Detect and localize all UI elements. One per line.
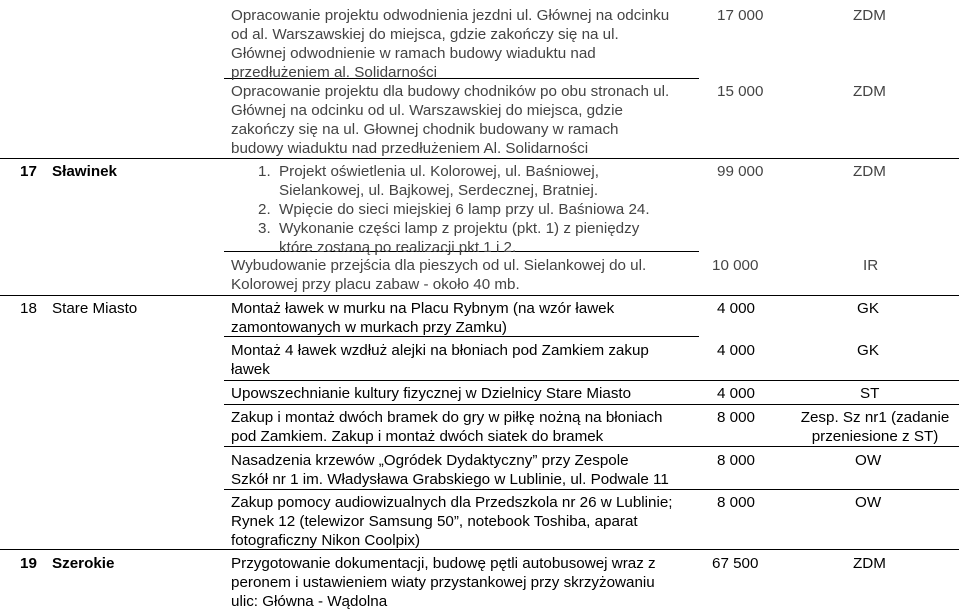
amount-value: 8 000 xyxy=(717,494,756,511)
district-number: 18 xyxy=(20,300,37,317)
task-description: Zakup pomocy audiowizualnych dla Przedszkola nr 26 w Lublinie; Rynek 12 (telewizor Samsung 50”, notebook Toshiba, aparat fotograficzny Nikon Coolpix) xyxy=(231,494,673,549)
unit-label: ZDM xyxy=(853,83,886,100)
unit-label: ZDM xyxy=(853,7,886,24)
amount-value: 17 000 xyxy=(717,7,764,24)
unit-label: Zesp. Sz nr1 (zadanie przeniesione z ST) xyxy=(800,409,950,445)
task-description: Przygotowanie dokumentacji, budowę pętli autobusowej wraz z peronem i ustawieniem wiaty przystankowej przy skrzyżowaniu ulic: Główna - Wądolna xyxy=(231,555,656,610)
district-number: 17 xyxy=(20,163,37,180)
amount-value: 15 000 xyxy=(717,83,764,100)
amount-value: 4 000 xyxy=(717,342,756,359)
task-description: Opracowanie projektu odwodnienia jezdni ul. Głównej na odcinku od al. Warszawskiej do miejsca, gdzie zakończy się na ul. Głównej odwodnienie w ramach budowy wiaduktu nad przedłużeniem al. Solidarności xyxy=(231,7,670,81)
unit-label: IR xyxy=(863,257,879,274)
amount-value: 8 000 xyxy=(717,452,756,469)
cell-divider xyxy=(224,489,959,490)
list-item: Wykonanie części lamp z projektu (pkt. 1) z pieniędzy które zostaną po realizacji pkt 1 i 2. xyxy=(279,220,640,256)
amount-value: 4 000 xyxy=(717,300,756,317)
list-item: Projekt oświetlenia ul. Kolorowej, ul. Baśniowej, Sielankowej, ul. Bajkowej, Serdecznej, Bratniej. xyxy=(279,163,599,199)
cell-divider xyxy=(224,446,959,447)
list-number: 1. xyxy=(258,163,271,180)
task-description: Montaż 4 ławek wzdłuż alejki na błoniach pod Zamkiem zakup ławek xyxy=(231,342,649,378)
unit-label: OW xyxy=(855,452,882,469)
task-description: Wybudowanie przejścia dla pieszych od ul. Sielankowej do ul. Kolorowej przy placu zabaw - około 40 mb. xyxy=(231,257,647,293)
amount-value: 67 500 xyxy=(712,555,759,572)
task-description: Nasadzenia krzewów „Ogródek Dydaktyczny” przy Zespole Szkół nr 1 im. Władysława Grabskiego w Lublinie, ul. Podwale 11 xyxy=(231,452,669,488)
unit-label: ZDM xyxy=(853,555,886,572)
row-divider xyxy=(0,295,959,296)
list-item: Wpięcie do sieci miejskiej 6 lamp przy ul. Baśniowa 24. xyxy=(279,201,650,218)
district-number: 19 xyxy=(20,555,37,572)
list-number: 2. xyxy=(258,201,271,218)
district-name: Stare Miasto xyxy=(52,300,138,317)
cell-divider xyxy=(224,404,959,405)
task-description: Montaż ławek w murku na Placu Rybnym (na wzór ławek zamontowanych w murkach przy Zamku) xyxy=(231,300,615,336)
task-description: Zakup i montaż dwóch bramek do gry w piłkę nożną na błoniach pod Zamkiem. Zakup i montaż dwóch siatek do bramek xyxy=(231,409,663,445)
list-number: 3. xyxy=(258,220,271,237)
task-description: Opracowanie projektu dla budowy chodników po obu stronach ul. Głównej na odcinku od ul. Warszawskiej do miejsca, gdzie zakończy się na ul. Głownej chodnik budowany w ramach budowy wiaduktu nad przedłużeniem Al. Solidarności xyxy=(231,83,670,157)
amount-value: 10 000 xyxy=(712,257,759,274)
amount-value: 4 000 xyxy=(717,385,756,402)
unit-label: GK xyxy=(857,300,879,317)
row-divider xyxy=(0,158,959,159)
cell-divider xyxy=(224,380,959,381)
unit-label: OW xyxy=(855,494,882,511)
amount-value: 99 000 xyxy=(717,163,764,180)
unit-label: ZDM xyxy=(853,163,886,180)
district-name: Szerokie xyxy=(52,555,115,572)
unit-label: ST xyxy=(860,385,880,402)
task-description: Upowszechnianie kultury fizycznej w Dzielnicy Stare Miasto xyxy=(231,385,632,402)
amount-value: 8 000 xyxy=(717,409,756,426)
unit-label: GK xyxy=(857,342,879,359)
district-name: Sławinek xyxy=(52,163,117,180)
